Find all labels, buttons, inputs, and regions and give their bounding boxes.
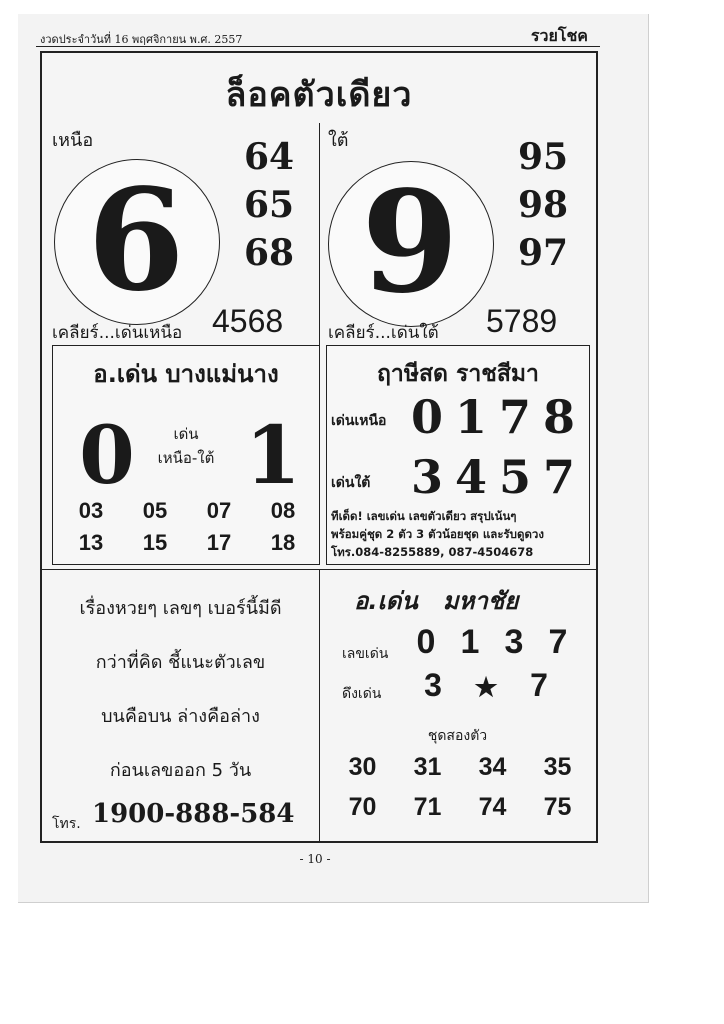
ruesi-phone: โทร.084-8255889, 087-4504678 (331, 545, 534, 559)
pair-number: 18 (270, 530, 296, 555)
ruesi-south-digit: 5 (498, 450, 531, 504)
south-big-digit: 9 (361, 161, 459, 325)
ruesi-box (326, 345, 590, 565)
mahachai-lead-digit: 0 (416, 623, 436, 661)
page-title: ล็อคตัวเดียว (225, 75, 413, 115)
main-frame (40, 51, 598, 843)
bangmaenang-title: อ.เด่น บางแม่นาง (93, 360, 279, 388)
promo-line: เรื่องหวยๆ เลขๆ เบอร์นี้มีดี (79, 598, 282, 619)
star-icon: ★ (474, 672, 498, 702)
north-clear-label: เคลียร์...เด่นเหนือ (52, 323, 183, 343)
pair-number: 17 (206, 530, 232, 555)
mahachai-pair: 70 (348, 793, 377, 821)
mahachai-draw-label: ดึงเด่น (342, 686, 382, 702)
bangmaenang-big-left: 0 (79, 408, 135, 502)
mahachai-pair: 74 (478, 793, 507, 821)
pair-number: 13 (78, 530, 104, 555)
ruesi-south-digit: 7 (542, 450, 575, 504)
issue-date: งวดประจำวันที่ 16 พฤศจิกายน พ.ศ. 2557 (40, 33, 243, 46)
ruesi-north-digit: 7 (498, 390, 531, 444)
mahachai-title: อ.เด่น มหาชัย (354, 587, 519, 615)
ruesi-north-digit: 0 (410, 390, 443, 444)
mahachai-pair: 30 (348, 753, 377, 781)
south-clear-value: 5789 (486, 303, 558, 339)
north-number: 65 (244, 184, 295, 226)
south-clear-label: เคลียร์...เด่นใต้ (328, 323, 439, 343)
mahachai-draw-digit: 7 (530, 667, 548, 703)
south-number: 98 (518, 184, 569, 226)
page-number: - 10 - (299, 852, 331, 866)
north-label: เหนือ (52, 130, 94, 151)
promo-line: บนคือบน ล่างคือล่าง (101, 706, 260, 727)
header-rule (36, 46, 600, 47)
top-divider (319, 123, 320, 345)
promo-line: กว่าที่คิด ชี้แนะตัวเลข (95, 652, 266, 673)
mahachai-pair: 34 (478, 753, 507, 781)
magazine-name: รวยโชค (530, 26, 588, 45)
pair-number: 07 (206, 498, 232, 523)
south-label: ใต้ (328, 130, 349, 151)
mahachai-pair: 31 (413, 753, 442, 781)
bangmaenang-mid-line2: เหนือ-ใต้ (157, 449, 215, 467)
mahachai-set-label: ชุดสองตัว (427, 728, 488, 744)
north-number: 64 (244, 136, 295, 178)
south-number: 95 (518, 136, 569, 178)
bangmaenang-box (52, 345, 320, 565)
bottom-divider (319, 569, 320, 841)
ruesi-south-digit: 4 (454, 450, 487, 504)
pair-number: 08 (270, 498, 296, 523)
north-number: 68 (244, 232, 295, 274)
ruesi-title: ฤาษีสด ราชสีมา (377, 361, 539, 387)
mahachai-lead-digit: 7 (548, 623, 568, 661)
mahachai-lead-label: เลขเด่น (342, 646, 389, 662)
north-big-digit: 6 (87, 159, 185, 323)
south-number: 97 (518, 232, 569, 274)
mahachai-lead-digit: 3 (504, 623, 524, 661)
ruesi-north-digit: 8 (542, 390, 575, 444)
mahachai-pair: 75 (543, 793, 572, 821)
ruesi-north-label: เด่นเหนือ (331, 413, 387, 429)
ruesi-south-label: เด่นใต้ (331, 475, 371, 491)
north-clear-value: 4568 (212, 303, 284, 339)
mahachai-lead-digit: 1 (460, 623, 480, 661)
pair-number: 05 (142, 498, 168, 523)
pair-number: 15 (142, 530, 168, 555)
bangmaenang-mid-line1: เด่น (173, 425, 199, 443)
promo-phone-prefix: โทร. (52, 816, 81, 832)
promo-line: ก่อนเลขออก 5 วัน (109, 760, 252, 781)
ruesi-south-digit: 3 (410, 450, 443, 504)
mahachai-draw-digit: 3 (424, 667, 442, 703)
ruesi-promo-line2: พร้อมคู่ชุด 2 ตัว 3 ตัวน้อยชุด และรับดูดวง (331, 527, 544, 541)
ruesi-promo-line1: ทีเด็ด! เลขเด่น เลขตัวเดียว สรุปเน้นๆ (331, 509, 517, 523)
mahachai-pair: 71 (413, 793, 442, 821)
mahachai-pair: 35 (543, 753, 572, 781)
promo-phone: 1900-888-584 (92, 799, 295, 829)
bangmaenang-big-right: 1 (245, 408, 301, 502)
ruesi-north-digit: 1 (454, 390, 487, 444)
pair-number: 03 (78, 498, 104, 523)
